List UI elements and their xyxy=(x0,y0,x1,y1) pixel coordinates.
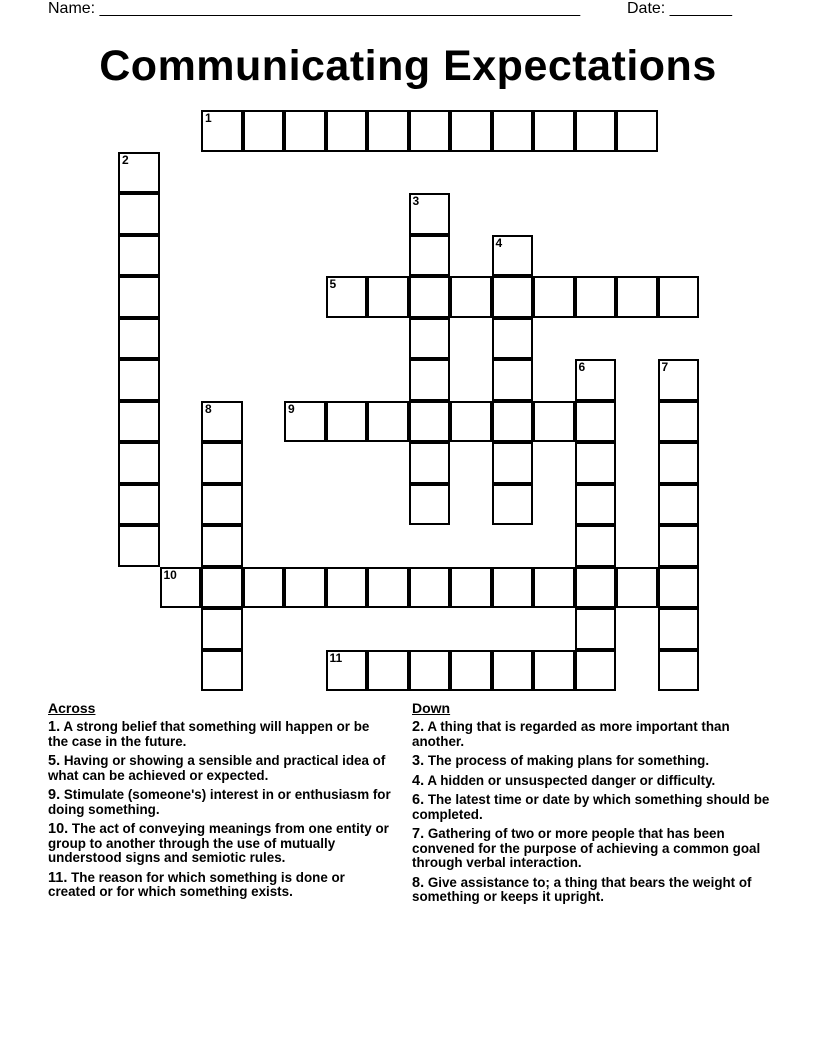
grid-cell[interactable] xyxy=(409,359,451,401)
grid-cell[interactable] xyxy=(201,442,243,484)
clue-number: 3 xyxy=(412,194,420,208)
clue-number: 5 xyxy=(329,277,337,291)
page-title: Communicating Expectations xyxy=(99,42,717,90)
grid-cell[interactable] xyxy=(409,193,451,235)
grid-cell[interactable] xyxy=(409,276,451,318)
clue-number: 10 xyxy=(163,567,177,582)
grid-cell[interactable] xyxy=(118,359,160,401)
grid-cell[interactable] xyxy=(201,525,243,567)
grid-cell[interactable] xyxy=(575,110,617,152)
grid-cell[interactable] xyxy=(450,401,492,443)
grid-cell[interactable] xyxy=(492,442,534,484)
date-label: Date: xyxy=(627,0,666,17)
grid-cell[interactable] xyxy=(201,650,243,692)
clue-number: 4 xyxy=(495,235,503,250)
across-clues xyxy=(48,700,393,905)
grid-cell[interactable] xyxy=(367,110,409,152)
grid-cell[interactable] xyxy=(118,318,160,360)
grid-cell[interactable] xyxy=(450,650,492,692)
grid-cell[interactable] xyxy=(492,567,534,609)
grid-cell[interactable] xyxy=(367,650,409,692)
clue-down-8: 8. Give assistance to; a thing that bears the weight of something or keeps it upright. xyxy=(412,874,752,904)
grid-cell[interactable] xyxy=(616,110,658,152)
grid-cell[interactable] xyxy=(367,276,409,318)
grid-cell[interactable] xyxy=(409,401,451,443)
grid-cell[interactable] xyxy=(118,484,160,526)
grid-cell[interactable] xyxy=(118,235,160,277)
name-label: Name: xyxy=(48,0,96,17)
grid-cell[interactable] xyxy=(658,401,700,443)
grid-cell[interactable] xyxy=(533,276,575,318)
grid-cell[interactable] xyxy=(533,650,575,692)
clue-number: 7 xyxy=(661,360,669,374)
grid-cell[interactable] xyxy=(658,608,700,650)
grid-cell[interactable] xyxy=(575,484,617,526)
clue-across-1: 1. A strong belief that something will happen or be the case in the future. xyxy=(48,719,370,749)
grid-cell[interactable] xyxy=(533,110,575,152)
grid-cell[interactable] xyxy=(367,567,409,609)
grid-cell[interactable] xyxy=(326,567,368,609)
clue-across-11: 11. The reason for which something is done or created or for which something exists. xyxy=(48,869,345,899)
grid-cell[interactable] xyxy=(326,650,368,692)
grid-cell[interactable] xyxy=(160,567,202,609)
grid-cell[interactable] xyxy=(575,525,617,567)
grid-cell[interactable] xyxy=(409,484,451,526)
grid-cell[interactable] xyxy=(118,442,160,484)
grid-cell[interactable] xyxy=(201,484,243,526)
grid-cell[interactable] xyxy=(118,193,160,235)
grid-cell[interactable] xyxy=(575,567,617,609)
grid-cell[interactable] xyxy=(409,442,451,484)
grid-cell[interactable] xyxy=(575,608,617,650)
grid-cell[interactable] xyxy=(409,318,451,360)
grid-cell[interactable] xyxy=(201,567,243,609)
grid-cell[interactable] xyxy=(409,235,451,277)
clue-number: 2 xyxy=(122,152,129,167)
grid-cell[interactable] xyxy=(658,276,700,318)
clue-across-9: 9. Stimulate (someone's) interest in or enthusiasm for doing something. xyxy=(48,787,391,817)
down-clues xyxy=(412,700,772,910)
grid-cell[interactable] xyxy=(492,359,534,401)
grid-cell[interactable] xyxy=(284,567,326,609)
grid-cell[interactable] xyxy=(450,276,492,318)
clue-across-5: 5. Having or showing a sensible and practical idea of what can be achieved or expected. xyxy=(48,753,386,783)
clue-down-2: 2. A thing that is regarded as more important than another. xyxy=(412,719,730,749)
grid-cell[interactable] xyxy=(575,442,617,484)
grid-cell[interactable] xyxy=(118,525,160,567)
grid-cell[interactable] xyxy=(575,401,617,443)
grid-cell[interactable] xyxy=(492,650,534,692)
grid-cell[interactable] xyxy=(658,650,700,692)
date-line: _______ xyxy=(669,0,732,17)
grid-cell[interactable] xyxy=(575,359,617,401)
grid-cell[interactable] xyxy=(201,608,243,650)
grid-cell[interactable] xyxy=(118,276,160,318)
grid-cell[interactable] xyxy=(658,359,700,401)
grid-cell[interactable] xyxy=(616,276,658,318)
grid-cell[interactable] xyxy=(492,318,534,360)
grid-cell[interactable] xyxy=(533,401,575,443)
grid-cell[interactable] xyxy=(118,401,160,443)
grid-cell[interactable] xyxy=(409,110,451,152)
grid-cell[interactable] xyxy=(409,650,451,692)
grid-cell[interactable] xyxy=(284,401,326,443)
grid-cell[interactable] xyxy=(450,110,492,152)
grid-cell[interactable] xyxy=(533,567,575,609)
grid-cell[interactable] xyxy=(492,235,534,277)
grid-cell[interactable] xyxy=(658,525,700,567)
grid-cell[interactable] xyxy=(367,401,409,443)
clue-down-7: 7. Gathering of two or more people that has been convened for the purpose of achieving a common goal through verbal interaction. xyxy=(412,826,761,870)
grid-cell[interactable] xyxy=(575,276,617,318)
clue-across-10: 10. The act of conveying meanings from one entity or group to another through the use of mutually understood signs and semiotic rules. xyxy=(48,821,389,865)
across-heading: Across xyxy=(48,700,96,716)
grid-cell[interactable] xyxy=(450,567,492,609)
clue-number: 6 xyxy=(578,360,586,374)
grid-cell[interactable] xyxy=(243,110,285,152)
grid-cell[interactable] xyxy=(616,567,658,609)
clue-down-4: 4. A hidden or unsuspected danger or difficulty. xyxy=(412,772,716,789)
clue-number: 1 xyxy=(205,111,212,125)
grid-cell[interactable] xyxy=(658,484,700,526)
grid-cell[interactable] xyxy=(575,650,617,692)
clue-number: 8 xyxy=(205,401,212,416)
down-heading: Down xyxy=(412,700,451,716)
grid-cell[interactable] xyxy=(492,401,534,443)
grid-cell[interactable] xyxy=(658,567,700,609)
grid-cell[interactable] xyxy=(658,442,700,484)
grid-cell[interactable] xyxy=(201,110,243,152)
grid-cell[interactable] xyxy=(326,110,368,152)
grid-cell[interactable] xyxy=(492,276,534,318)
grid-cell[interactable] xyxy=(284,110,326,152)
grid-cell[interactable] xyxy=(118,152,160,194)
clue-down-3: 3. The process of making plans for something. xyxy=(412,753,710,769)
clue-number: 9 xyxy=(288,401,295,416)
grid-cell[interactable] xyxy=(492,110,534,152)
grid-cell[interactable] xyxy=(243,567,285,609)
grid-cell[interactable] xyxy=(326,276,368,318)
clue-number: 11 xyxy=(329,650,343,665)
grid-cell[interactable] xyxy=(409,567,451,609)
grid-cell[interactable] xyxy=(326,401,368,443)
name-line: ______________________________________________________ xyxy=(99,0,581,17)
clue-down-6: 6. The latest time or date by which something should be completed. xyxy=(412,792,770,822)
grid-cell[interactable] xyxy=(492,484,534,526)
grid-cell[interactable] xyxy=(201,401,243,443)
